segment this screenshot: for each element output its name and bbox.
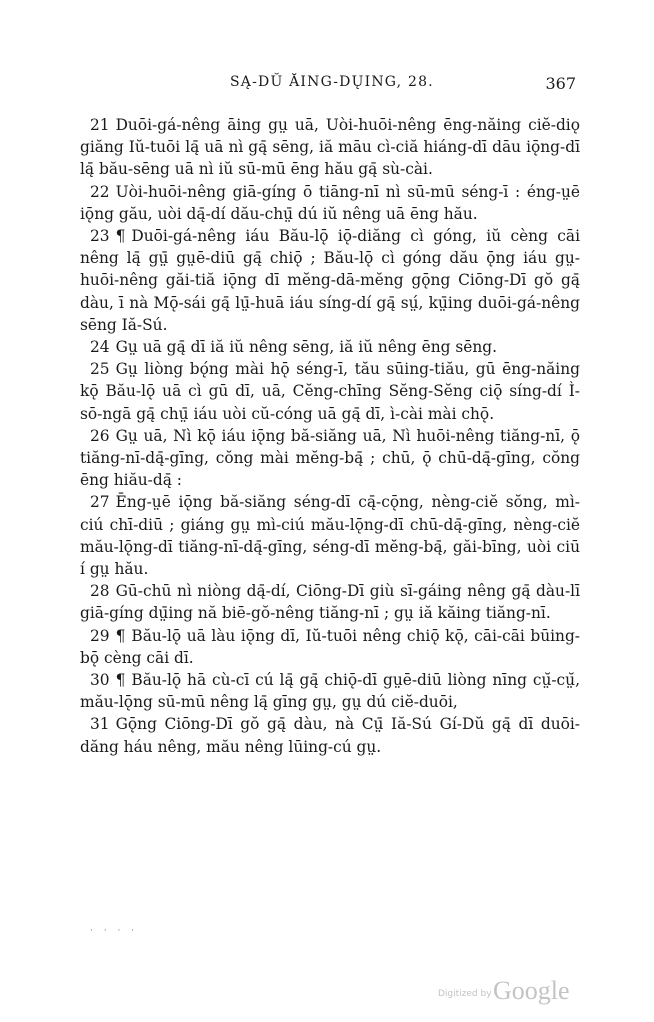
pilcrow-icon: ¶ — [115, 671, 126, 690]
verse-text: Gṳ liòng bǫ́ng mài hǭ séng-ī, tău sūing-tiău, gū ēng-năing kǭ Bău-lǭ uā cì gū dī, uā, Cĕng-chīng Sĕng-Sĕng ciǭ síng-dí Ì-sō-ngā gą̄ chṳ̄ iáu uòi cŭ-cóng uā gą̄ dī, ì-cài mài chǭ. — [80, 360, 580, 423]
verse-text: Duōi-gá-nêng āing gṳ uā, Uòi-huōi-nêng ēng-năing ciĕ-diǫ giăng Iŭ-tuōi lą̄ uā nì gą̄ sēng, iă māu cì-ciă hiáng-dī dāu iǭng-dī lą̄ bău-sēng uā nì iŭ sū-mū ēng hău gą̄ sù-cài. — [80, 116, 580, 179]
scripture-text — [80, 114, 580, 758]
verse-text: Uòi-huōi-nêng giā-gíng ō tiāng-nī nì sū-mū séng-ī : éng-ṳē iǭng gău, uòi dą̄-dí dău-chṳ̄ dú iŭ nêng uā ēng hău. — [80, 182, 580, 223]
page-header — [80, 74, 576, 98]
verse-number: 23 — [90, 227, 110, 246]
verse-text: Gǭng Ciōng-Dī gŏ gą̄ dàu, nà Cṳ̄ Iă-Sú Gí-Dŭ gą̄ dī duōi-dăng háu nêng, mău nêng lūing-cú gṳ. — [80, 715, 580, 756]
verse-text: Gṳ uā gą̄ dī iă iŭ nêng sēng, iă iŭ nêng ēng sēng. — [115, 338, 498, 357]
verse-29 — [80, 625, 580, 669]
verse-21 — [80, 114, 580, 181]
verse-23 — [80, 225, 580, 336]
verse-number: 29 — [90, 626, 110, 645]
verse-number: 26 — [90, 426, 110, 445]
pilcrow-icon: ¶ — [115, 227, 126, 246]
verse-26 — [80, 425, 580, 492]
verse-text: Ēng-ṳē iǭng bă-siăng séng-dī cą̄-cǭng, nèng-ciĕ sŏng, mì-ciú chī-diū ; giáng gṳ mì-ciú mău-lǭng-dī chū-dą̄-gīng, nèng-ciĕ mău-lǭng-dī tiăng-nī-dą̄-gīng, séng-dī mĕng-bą̄, găi-bīng, uòi ciū í gṳ hău. — [80, 493, 580, 579]
verse-number: 21 — [90, 116, 110, 134]
running-head: SĄ-DŬ ĂING-DŲING, 28. — [230, 74, 434, 90]
digitized-by-label: Digitized by — [438, 989, 492, 999]
verse-number: 31 — [90, 715, 110, 734]
verse-31 — [80, 713, 580, 757]
verse-number: 22 — [90, 182, 110, 201]
scan-specks: · · · · — [90, 926, 139, 936]
verse-number: 28 — [90, 582, 110, 601]
verse-27 — [80, 491, 580, 580]
pilcrow-icon: ¶ — [115, 626, 126, 645]
google-logo: Google — [493, 976, 570, 1005]
verse-number: 30 — [90, 671, 110, 690]
verse-28 — [80, 580, 580, 624]
digitizer-watermark — [438, 976, 578, 1006]
verse-22 — [80, 181, 580, 225]
verse-text: Gṳ uā, Nì kǭ iáu iǭng bă-siăng uā, Nì huōi-nêng tiăng-nī, ǭ tiăng-nī-dą̄-gīng, cŏng mài mĕng-bą̄ ; chū, ǭ chū-dą̄-gīng, cŏng ēng hiău-dą̄ : — [80, 426, 580, 490]
verse-25 — [80, 358, 580, 425]
verse-number: 27 — [90, 493, 110, 512]
verse-text: Duōi-gá-nêng iáu Bău-lǭ iǭ-diăng cì góng, iŭ cèng cāi nêng lą̄ gṳ̄ gṳē-diū gą̄ chiǭ ; Bău-lǭ cì góng dău ǭng iáu gṳ-huōi-nêng găi-tiă iǭng dī mĕng-dā-mĕng gǭng Ciōng-Dī gŏ gą̄ dàu, ī nà Mǭ-sái gą̄ lṳ̄-huā iáu síng-dí gą̄ sṳ́, kṳ̄ing duōi-gá-nêng sēng Iă-Sú. — [80, 227, 580, 334]
verse-30 — [80, 669, 580, 713]
verse-text: Bău-lǭ uā làu iǭng dī, Iŭ-tuōi nêng chiǭ kǭ, cāi-cāi būing-bǭ cèng cāi dī. — [80, 626, 580, 667]
verse-text: Bău-lǭ hā cù-cī cú lą̄ gą̄ chiǭ-dī gṳē-diū liòng nīng cṳ̆-cṳ̆, mău-lǭng sū-mū nêng lą̄ gīng gṳ, gṳ dú ciĕ-duōi, — [80, 671, 580, 712]
page-number: 367 — [545, 74, 576, 93]
verse-text: Gū-chū nì niòng dą̄-dí, Ciōng-Dī giù sī-gáing nêng gą̄ dàu-lī giā-gíng dṳ̄ing nă biē-gŏ-nêng tiăng-nī ; gṳ iă kăing tiăng-nī. — [80, 582, 580, 623]
verse-24 — [80, 336, 580, 358]
verse-number: 24 — [90, 338, 110, 357]
verse-number: 25 — [90, 360, 110, 379]
